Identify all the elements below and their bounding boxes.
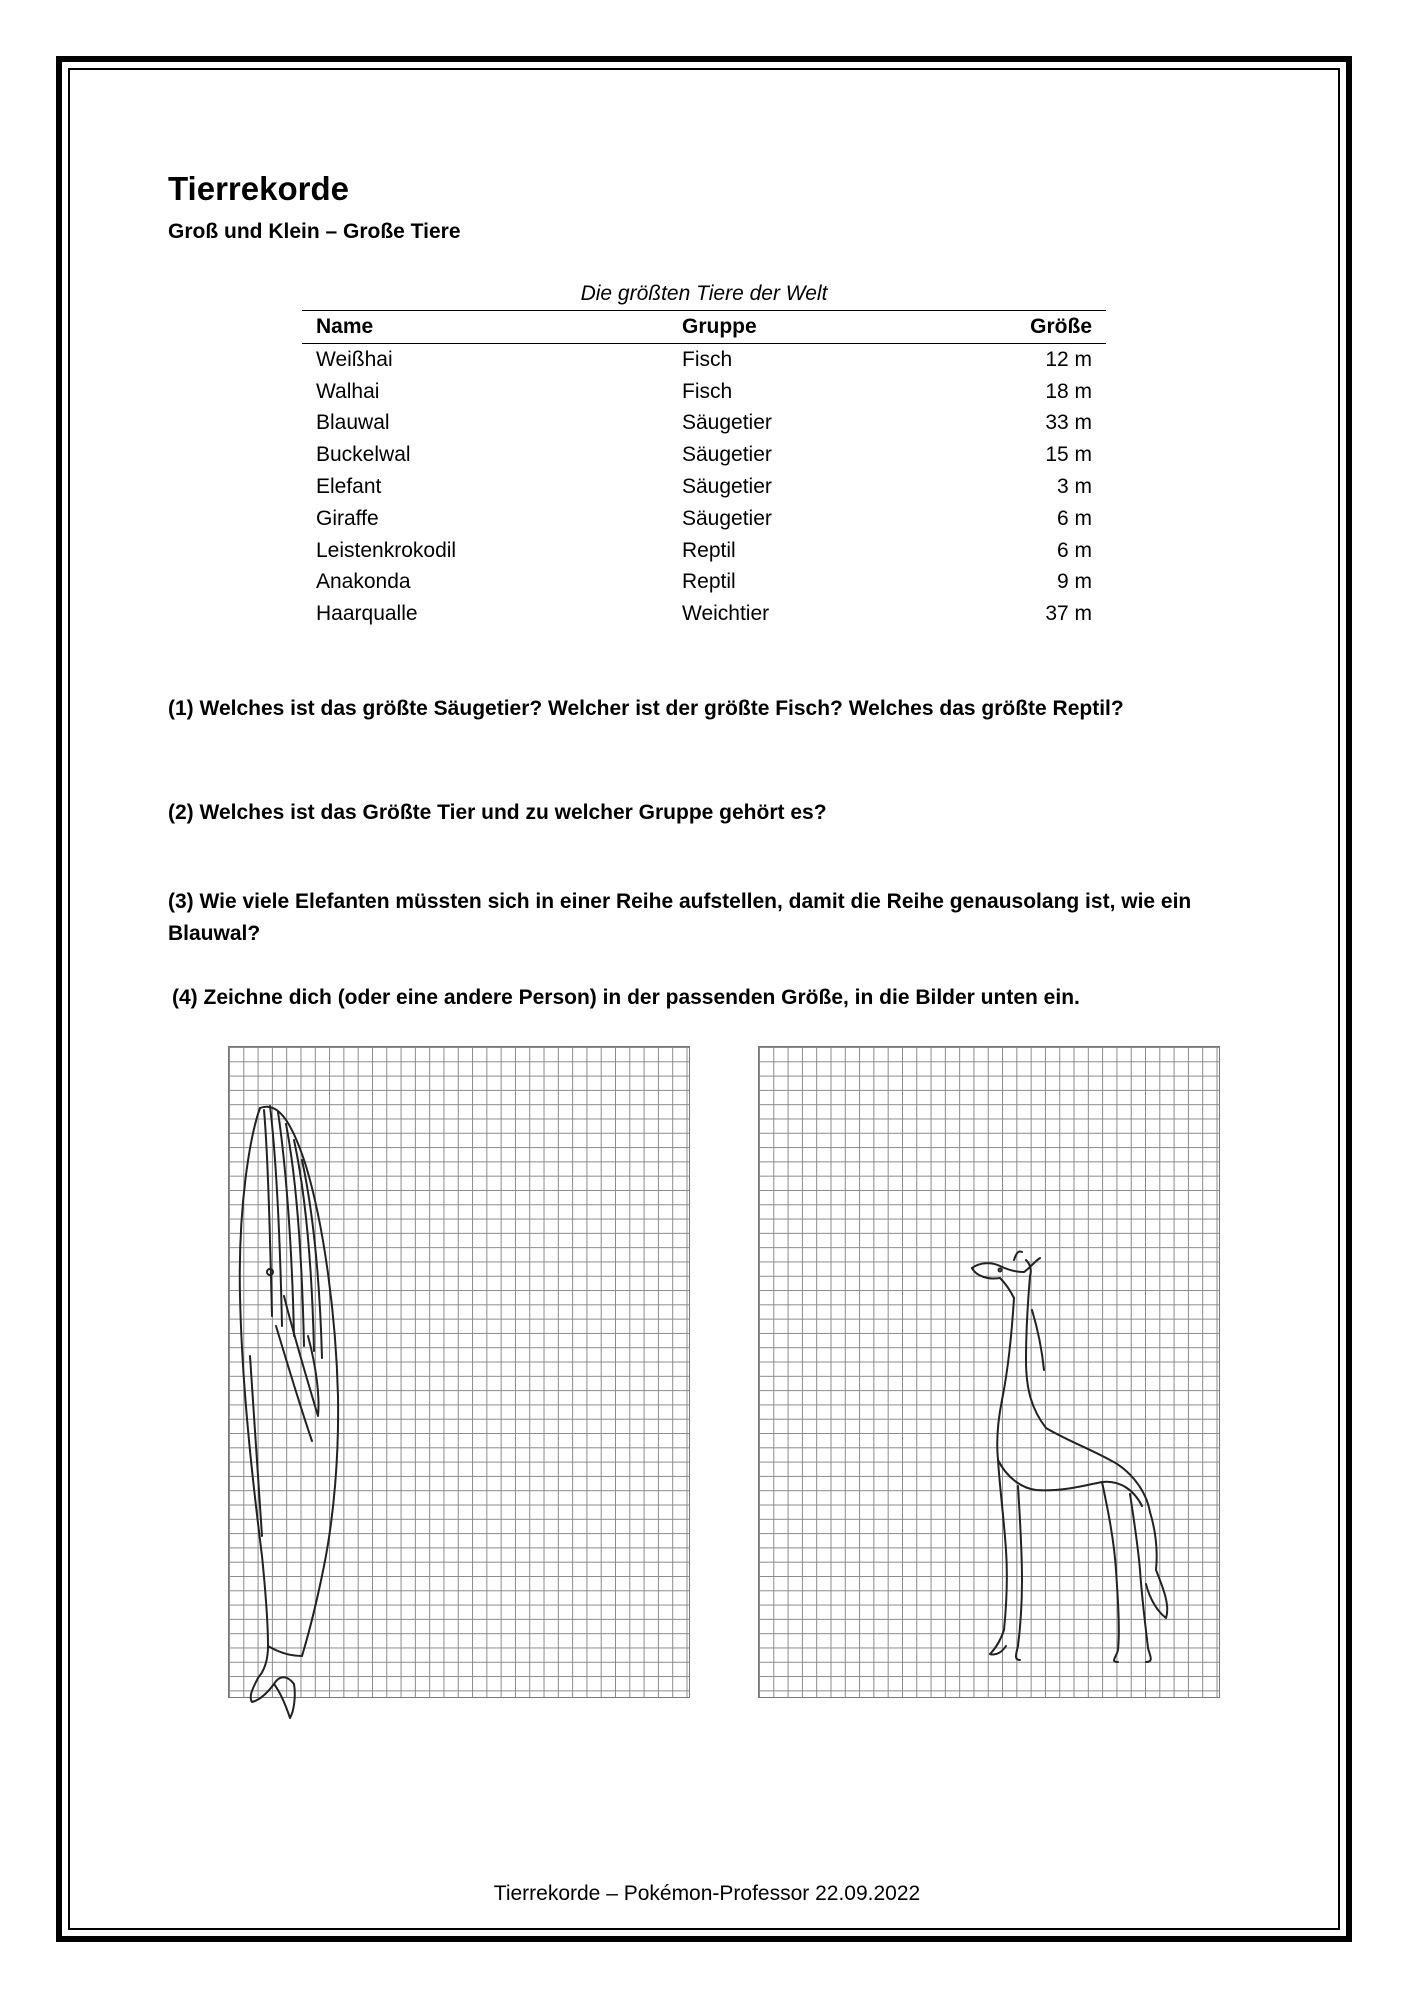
- cell-name: Walhai: [316, 379, 380, 403]
- page-title: Tierrekorde: [168, 170, 349, 207]
- table-row: [302, 408, 1106, 440]
- cell-group: Reptil: [682, 570, 736, 594]
- question-1: (1) Welches ist das größte Säugetier? Welcher ist der größte Fisch? Welches das größte Reptil?: [168, 697, 1124, 720]
- table-row: [302, 598, 1106, 630]
- cell-name: Leistenkrokodil: [316, 538, 457, 562]
- page-footer: Tierrekorde – Pokémon-Professor 22.09.2022: [493, 1882, 921, 1905]
- cell-group: Weichtier: [682, 602, 770, 626]
- cell-group: Reptil: [682, 538, 736, 562]
- table-row: [302, 535, 1106, 567]
- cell-size: 9 m: [1056, 570, 1092, 594]
- cell-group: Fisch: [682, 379, 733, 403]
- table-row: [302, 344, 1106, 376]
- table-row: [302, 503, 1106, 535]
- whale-drawing-icon: [228, 1096, 388, 1726]
- cell-name: Buckelwal: [316, 443, 411, 467]
- question-4: (4) Zeichne dich (oder eine andere Person) in der passenden Größe, in die Bilder unten ein.: [172, 986, 1080, 1009]
- cell-size: 6 m: [1056, 538, 1092, 562]
- cell-group: Säugetier: [682, 411, 772, 435]
- cell-group: Fisch: [682, 347, 733, 371]
- page-subtitle: Groß und Klein – Große Tiere: [168, 220, 461, 243]
- question-2: (2) Welches ist das Größte Tier und zu welcher Gruppe gehört es?: [168, 801, 827, 824]
- column-header-name: Name: [316, 315, 374, 338]
- cell-group: Säugetier: [682, 443, 772, 467]
- cell-size: 6 m: [1056, 506, 1092, 530]
- giraffe-drawing-icon: [970, 1250, 1230, 1700]
- cell-size: 15 m: [1045, 443, 1092, 467]
- cell-group: Säugetier: [682, 475, 772, 499]
- cell-size: 12 m: [1045, 347, 1092, 371]
- cell-name: Haarqualle: [316, 602, 418, 626]
- table-row: [302, 376, 1106, 408]
- animals-table: [302, 310, 1106, 630]
- column-header-size: Größe: [1030, 315, 1092, 338]
- table-row: [302, 567, 1106, 599]
- table-header: [302, 311, 1106, 344]
- table-caption: Die größten Tiere der Welt: [580, 282, 828, 305]
- cell-group: Säugetier: [682, 506, 772, 530]
- cell-name: Weißhai: [316, 347, 393, 371]
- table-row: [302, 471, 1106, 503]
- cell-name: Giraffe: [316, 506, 379, 530]
- cell-size: 18 m: [1045, 379, 1092, 403]
- cell-name: Blauwal: [316, 411, 390, 435]
- column-header-group: Gruppe: [682, 315, 757, 338]
- cell-name: Elefant: [316, 475, 382, 499]
- cell-size: 3 m: [1056, 475, 1092, 499]
- cell-size: 33 m: [1045, 411, 1092, 435]
- cell-size: 37 m: [1045, 602, 1092, 626]
- cell-name: Anakonda: [316, 570, 411, 594]
- table-row: [302, 439, 1106, 471]
- question-3: (3) Wie viele Elefanten müssten sich in einer Reihe aufstellen, damit die Reihe genausolang ist, wie ein Blauwal?: [168, 890, 1192, 945]
